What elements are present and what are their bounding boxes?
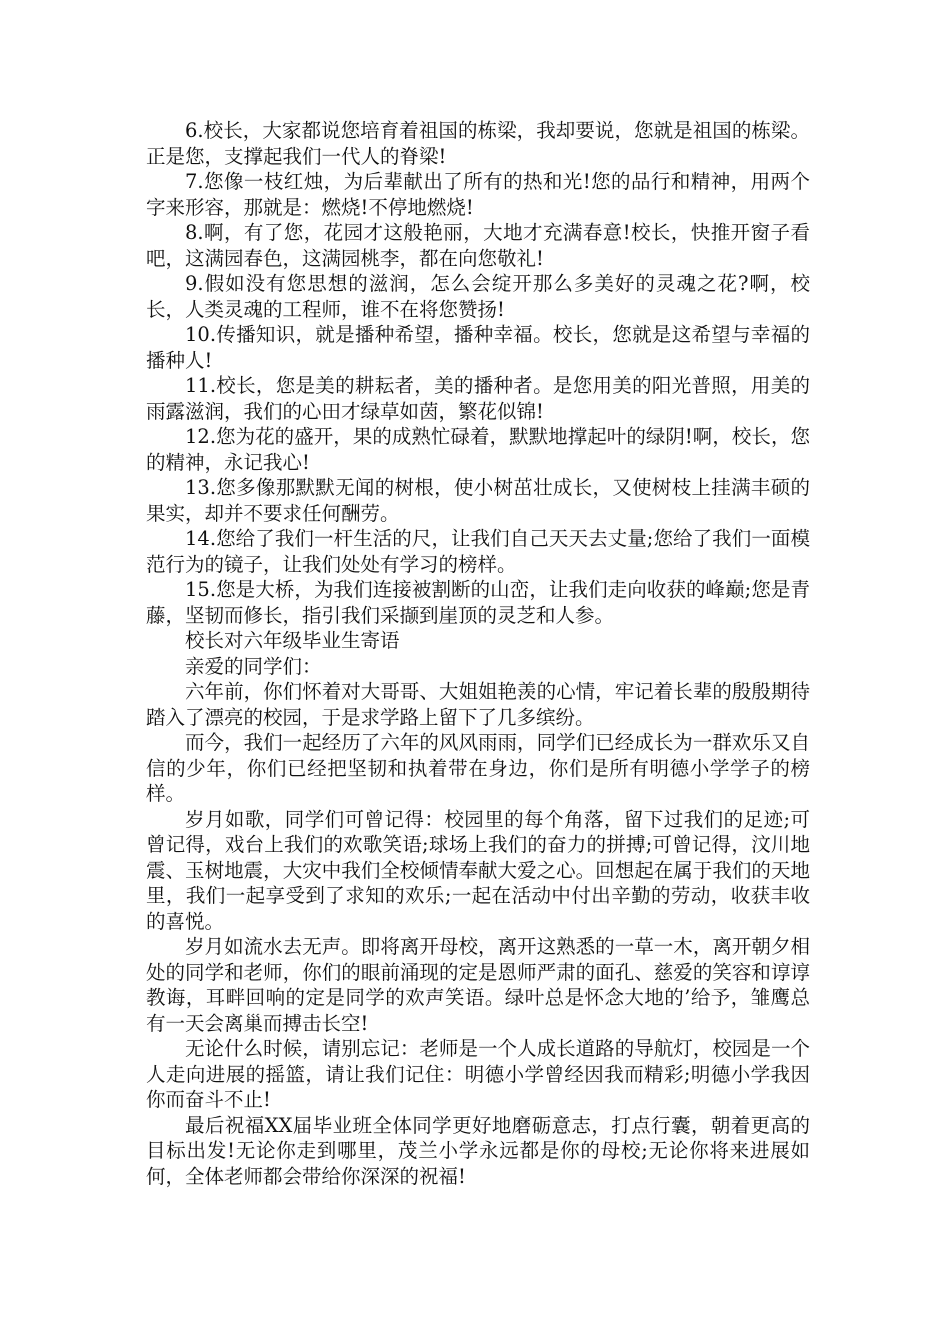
wish-item-6: 6.校长，大家都说您培育着祖国的栋梁，我却要说，您就是祖国的栋梁。正是您，支撑起我们一代人的脊梁!: [146, 119, 810, 168]
body-paragraph: 六年前，你们怀着对大哥哥、大姐姐艳羡的心情，牢记着长辈的殷殷期待踏入了漂亮的校园，于是求学路上留下了几多缤纷。: [146, 680, 810, 729]
closing-paragraph: 最后祝福XX届毕业班全体同学更好地磨砺意志，打点行囊，朝着更高的目标出发!无论你走到哪里，茂兰小学永远都是你的母校;无论你将来进展如何，全体老师都会带给你深深的祝福!: [146, 1113, 810, 1188]
wish-item-9: 9.假如没有您思想的滋润，怎么会绽开那么多美好的灵魂之花?啊，校长，人类灵魂的工程师，谁不在将您赞扬!: [146, 272, 810, 321]
body-paragraph: 岁月如歌，同学们可曾记得：校园里的每个角落，留下过我们的足迹;可曾记得，戏台上我们的欢歌笑语;球场上我们的奋力的拼搏;可曾记得，汶川地震、玉树地震，大灾中我们全校倾情奉献大爱之心。回想起在属于我们的天地里，我们一起享受到了求知的欢乐;一起在活动中付出辛勤的劳动，收获丰收的喜悦。: [146, 807, 810, 933]
wish-item-12: 12.您为花的盛开，果的成熟忙碌着，默默地撑起叶的绿阴!啊，校长，您的精神，永记我心!: [146, 425, 810, 474]
section-heading: 校长对六年级毕业生寄语: [185, 629, 400, 652]
body-paragraph: 而今，我们一起经历了六年的风风雨雨，同学们已经成长为一群欢乐又自信的少年，你们已经把坚韧和执着带在身边，你们是所有明德小学学子的榜样。: [146, 731, 810, 805]
wish-item-14: 14.您给了我们一杆生活的尺，让我们自己天天去丈量;您给了我们一面模范行为的镜子，让我们处处有学习的榜样。: [146, 527, 810, 576]
wish-item-7: 7.您像一枝红烛，为后辈献出了所有的热和光!您的品行和精神，用两个字来形容，那就是：燃烧!不停地燃烧!: [146, 170, 810, 219]
body-paragraph: 岁月如流水去无声。即将离开母校，离开这熟悉的一草一木，离开朝夕相处的同学和老师，你们的眼前涌现的定是恩师严肃的面孔、慈爱的笑容和谆谆教诲，耳畔回响的定是同学的欢声笑语。绿叶总是怀念大地的’给予，雏鹰总有一天会离巢而搏击长空!: [146, 935, 810, 1035]
body-paragraph: 无论什么时候，请别忘记：老师是一个人成长道路的导航灯，校园是一个人走向进展的摇篮，请让我们记住：明德小学曾经因我而精彩;明德小学我因你而奋斗不止!: [146, 1037, 810, 1111]
wish-item-15: 15.您是大桥，为我们连接被割断的山峦，让我们走向收获的峰巅;您是青藤，坚韧而修长，指引我们采撷到崖顶的灵芝和人参。: [146, 578, 810, 627]
wish-item-13: 13.您多像那默默无闻的树根，使小树茁壮成长，又使树枝上挂满丰硕的果实，却并不要求任何酬劳。: [146, 476, 810, 525]
document-page: [146, 118, 810, 1189]
wish-item-10: 10.传播知识，就是播种希望，播种幸福。校长，您就是这希望与幸福的播种人!: [146, 323, 810, 372]
wish-item-8: 8.啊，有了您，花园才这般艳丽，大地才充满春意!校长，快推开窗子看吧，这满园春色，这满园桃李，都在向您敬礼!: [146, 221, 810, 270]
wish-item-11: 11.校长，您是美的耕耘者，美的播种者。是您用美的阳光普照，用美的雨露滋润，我们的心田才绿草如茵，繁花似锦!: [146, 374, 810, 423]
salutation: 亲爱的同学们：: [185, 654, 322, 678]
